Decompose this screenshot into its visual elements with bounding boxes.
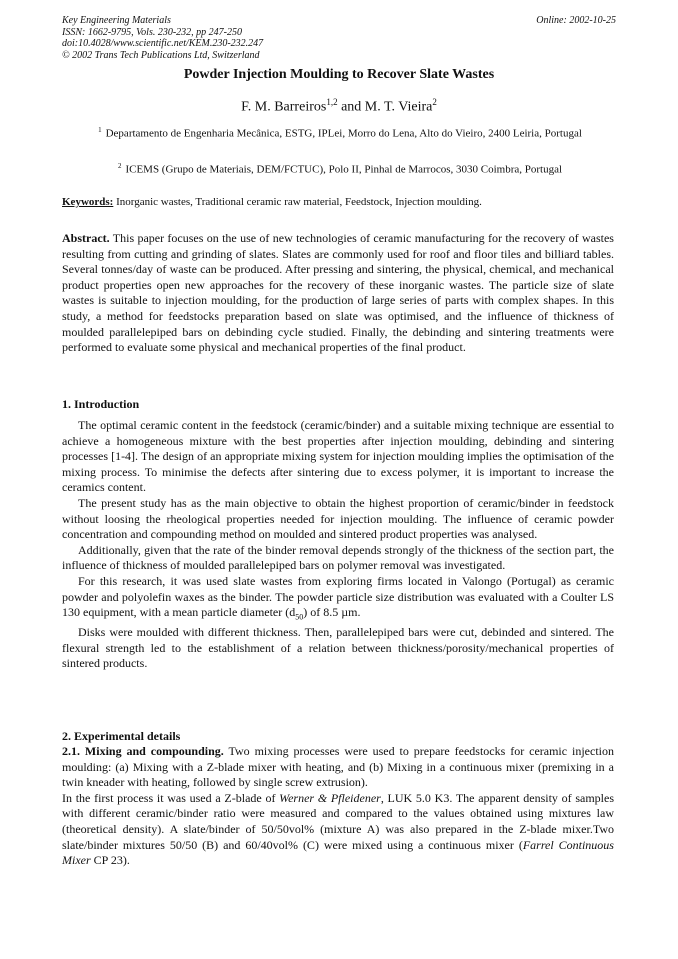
journal-header	[62, 15, 616, 61]
exp-paragraph-1	[62, 744, 614, 791]
exp-p2-a: In the first process it was used a Z-blade of	[62, 790, 280, 805]
exp-p2-italic-1: Werner & Pfleidener	[279, 790, 381, 805]
experimental-section	[62, 744, 614, 869]
keywords-text: Inorganic wastes, Traditional ceramic raw material, Feedstock, Injection moulding.	[116, 196, 482, 208]
intro-p4-end: ) of 8.5 µm.	[303, 605, 361, 620]
abstract	[62, 231, 614, 356]
exp-p1-text: Two mixing processes were used to prepare feedstocks for ceramic injection moulding: (a) Mixing with a Z-blade mixer with heating, and (b) Mixing in a continuous mixer (premixing in a twin kneader with heating, followed by single screw extrusion).	[62, 744, 614, 790]
affiliation-2	[80, 158, 600, 178]
author-2-name: M. T. Vieira	[364, 99, 433, 115]
intro-paragraph-3: Additionally, given that the rate of the binder removal depends strongly of the thickness of the section part, the influence of thickness of moulded parallelepiped bars on polymer removal was investigated.	[62, 542, 614, 573]
affiliation-1-number: 1	[98, 126, 102, 134]
intro-p4-start: For this research, it was used slate wastes from exploring firms located in Valongo (Portugal) as ceramic powder and polyolefin waxes as the binder. The powder particle size distribution was evaluated with a Coulter LS 130 equipment, with a mean particle diameter (d	[62, 573, 614, 620]
online-date: Online: 2002-10-25	[536, 15, 616, 26]
author-line	[0, 97, 678, 116]
exp-p2-b: , LUK 5.0 K3. The apparent density of samples with different ceramic/binder ratio were measured and compared to the values obtained using mixtures law (theoretical density). A slate/binder of 50/50vol% (mixture A) was also prepared in the Z-blade mixer.Two slate/binder mixtures 50/50 (B) and 60/40vol% (C) were mixed using a continuous mixer (	[62, 790, 615, 852]
affiliation-1-text: Departamento de Engenharia Mecânica, ESTG, IPLei, Morro do Lena, Alto do Vieiro, 2400 Leiria, Portugal	[105, 127, 582, 140]
exp-paragraph-2	[62, 791, 614, 869]
author-1-affil: 1,2	[326, 97, 338, 107]
intro-paragraph-2: The present study has as the main objective to obtain the highest proportion of ceramic/binder in feedstock without loosing the rheological properties needed for injection moulding. The influence of ceramic powder concentration and compounding method on moulded and sintered product properties was analysed.	[62, 495, 614, 542]
keywords	[62, 196, 622, 208]
intro-p4-subscript: 50	[295, 612, 304, 622]
author-2-affil: 2	[432, 97, 437, 107]
introduction-section	[62, 418, 614, 672]
abstract-label: Abstract.	[62, 231, 110, 245]
abstract-text: This paper focuses on the use of new technologies of ceramic manufacturing for the recovery of wastes resulting from cutting and grinding of slates. Slates are commonly used for roof and floor tiles and billiard tables. Several tonnes/day of waste can be produced. After pressing and sintering, the physical, chemical, and mechanical product properties open new approaches for the recovery of these inorganic wastes. The particle size of slate wastes is suitable to injection moulding, for the production of large series of parts with complex shapes. In this study, a method for feedstocks preparation based on slate was optimised, and the influence of thickness of moulded parallelepiped bars on debinding cycle studied. Finally, the debinding and sintering treatments were performed to evaluate some physical and mechanical properties of the final product.	[62, 231, 614, 355]
journal-name: Key Engineering Materials	[62, 15, 171, 26]
author-1-name: F. M. Barreiros	[241, 99, 327, 115]
subsection-2-1-label: 2.1. Mixing and compounding.	[62, 744, 224, 758]
exp-p2-c: CP 23).	[90, 853, 130, 868]
paper-title: Powder Injection Moulding to Recover Slate Wastes	[183, 67, 495, 82]
affiliation-2-number: 2	[117, 162, 122, 170]
intro-paragraph-1: The optimal ceramic content in the feedstock (ceramic/binder) and a suitable mixing technique are essential to achieve a homogeneous mixture with the best properties after injection moulding, debinding and sintering processes [1-4]. The design of an appropriate mixing system for injection moulding implies the optimisation of the mixing process. To minimise the defects after sintering due to excess polymer, it is important to increase the ceramics content.	[62, 418, 614, 495]
affiliation-2-text: ICEMS (Grupo de Materiais, DEM/FCTUC), Polo II, Pinhal de Marrocos, 3030 Coimbra, Portugal	[125, 163, 563, 176]
copyright-line: © 2002 Trans Tech Publications Ltd, Switzerland	[62, 49, 260, 61]
affiliation-1	[80, 122, 600, 142]
keywords-label: Keywords:	[62, 196, 114, 208]
section-2-heading: 2. Experimental details	[62, 729, 181, 743]
section-1-heading: 1. Introduction	[62, 397, 140, 411]
author-and: and	[341, 99, 362, 115]
intro-paragraph-5: Disks were moulded with different thickness. Then, parallelepiped bars were cut, debinded and sintered. The flexural strength led to the establishment of a relation between thickness/porosity/mechanical properties of sintered products.	[62, 625, 614, 671]
doi-line[interactable]: doi:10.4028/www.scientific.net/KEM.230-232.247	[62, 38, 264, 49]
intro-paragraph-4	[62, 574, 614, 625]
issn-line: ISSN: 1662-9795, Vols. 230-232, pp 247-250	[62, 26, 242, 38]
exp-p2-italic-2: Farrel Continuous Mixer	[62, 837, 614, 868]
